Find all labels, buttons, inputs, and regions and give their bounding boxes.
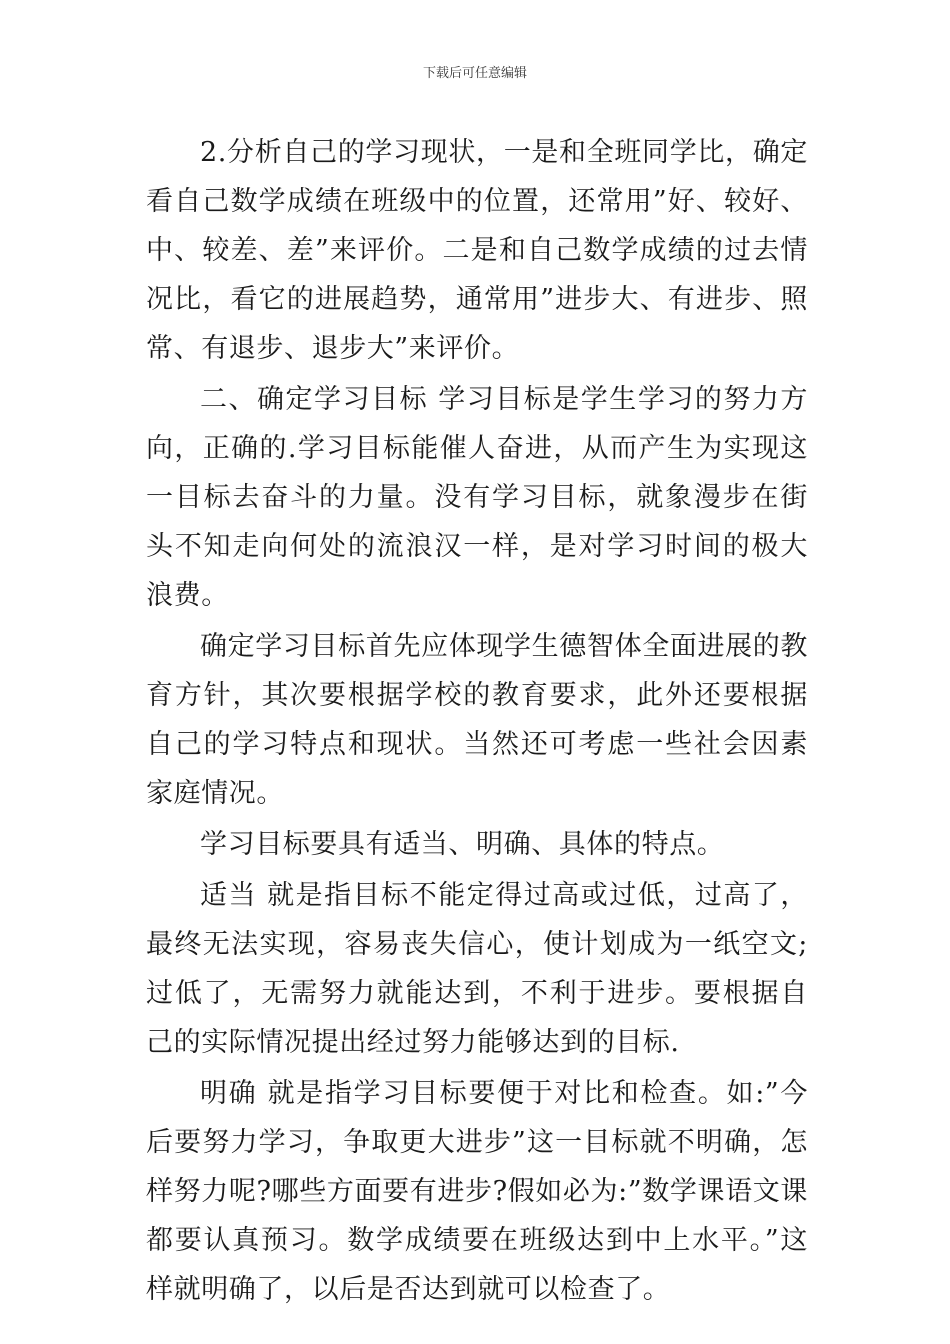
paragraph-goal-features: 学习目标要具有适当、明确、具体的特点。 xyxy=(200,829,725,860)
paragraph-set-goals: 二、确定学习目标 学习目标是学生学习的努力方向，正确的.学习目标能催人奋进，从而产生为实现这一目标去奋斗的力量。没有学习目标，就象漫步在街头不知走向何处的流浪汉一样，是对学习时间的极大浪费。 xyxy=(146,384,808,611)
paragraph-analysis: 2.分析自己的学习现状，一是和全班同学比，确定看自己数学成绩在班级中的位置，还常用”好、较好、中、较差、差”来评价。二是和自己数学成绩的过去情况比，看它的进展趋势，通常用”进步大、有进步、照常、有退步、退步大”来评价。 xyxy=(146,137,808,364)
paragraph-clear: 明确 就是指学习目标要便于对比和检查。如:”今后要努力学习，争取更大进步”这一目标就不明确，怎样努力呢?哪些方面要有进步?假如必为:”数学课语文课都要认真预习。数学成绩要在班级达到中上水平。”这样就明确了，以后是否达到就可以检查了。 xyxy=(146,1078,808,1305)
paragraph-goal-basis: 确定学习目标首先应体现学生德智体全面进展的教育方针，其次要根据学校的教育要求，此外还要根据自己的学习特点和现状。当然还可考虑一些社会因素家庭情况。 xyxy=(146,631,808,809)
page-header: 下载后可任意编辑 xyxy=(422,66,527,81)
document-body xyxy=(146,128,808,1314)
paragraph-appropriate: 适当 就是指目标不能定得过高或过低，过高了，最终无法实现，容易丧失信心，使计划成为一纸空文;过低了，无需努力就能达到，不利于进步。要根据自己的实际情况提出经过努力能够达到的目标. xyxy=(146,880,808,1058)
